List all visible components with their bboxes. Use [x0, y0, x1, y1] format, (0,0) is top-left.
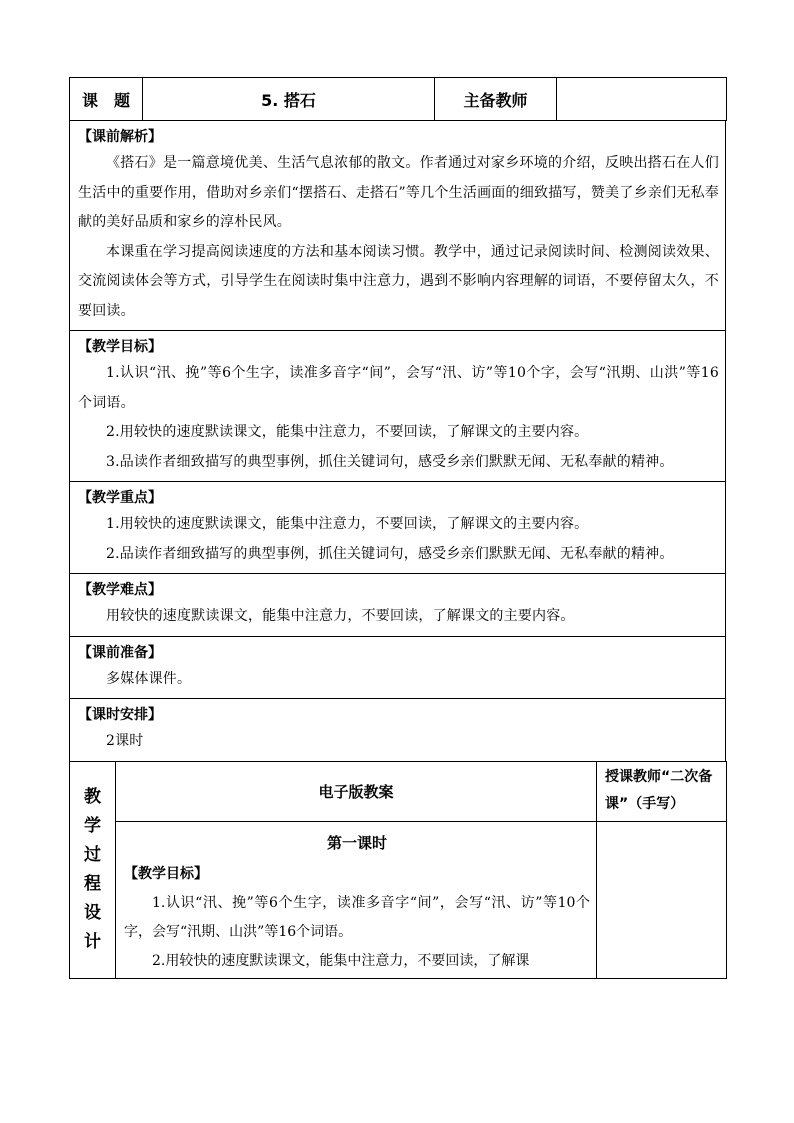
paragraph: 2.用较快的速度默读课文，能集中注意力，不要回读，了解课文的主要内容。	[106, 424, 589, 440]
content-table	[69, 120, 726, 762]
handwritten-notes-caption: 授课教师“二次备课”（手写）	[597, 761, 727, 821]
paragraph: 1.认识“汛、挽”等6个生字，读准多音字“间”，会写“汛、访”等10个字，会写“汛期、山洪”等16个词语。	[124, 894, 590, 940]
paragraph: 2.品读作者细致描写的典型事例，抓住关键词句，感受乡亲们默默无闻、无私奉献的精神。	[106, 545, 674, 562]
main-teacher-label: 主备教师	[435, 78, 557, 121]
section-analysis	[70, 121, 726, 331]
paragraph: 3.品读作者细致描写的典型事例，抓住关键词句，感受乡亲们默默无闻、无私奉献的精神。	[106, 453, 674, 470]
section-heading: 【教学目标】	[124, 865, 208, 882]
lesson-plan-page	[69, 77, 726, 979]
process-label-char: 设	[84, 902, 101, 923]
section-heading: 【教学目标】	[78, 339, 162, 355]
section-heading: 【课时安排】	[78, 707, 162, 723]
process-label-char: 过	[84, 844, 101, 865]
handwritten-notes-area	[597, 821, 727, 978]
paragraph: 本课重在学习提高阅读速度的方法和基本阅读习惯。教学中，通过记录阅读时间、检测阅读效果、交流阅读体会等方式，引导学生在阅读时集中注意力，遇到不影响内容理解的词语，不要停留太久，不要回读。	[78, 243, 719, 319]
section-goals	[70, 331, 726, 482]
paragraph: 用较快的速度默读课文，能集中注意力，不要回读，了解课文的主要内容。	[106, 608, 575, 624]
paragraph: 1.用较快的速度默读课文，能集中注意力，不要回读，了解课文的主要内容。	[106, 516, 589, 532]
paragraph: 《搭石》是一篇意境优美、生活气息浓郁的散文。作者通过对家乡环境的介绍，反映出搭石在人们生活中的重要作用，借助对乡亲们“摆搭石、走搭石”等几个生活画面的细致描写，赞美了乡亲们无私奉献的美好品质和家乡的淳朴民风。	[78, 155, 719, 230]
process-label	[70, 761, 116, 978]
main-teacher-value	[557, 78, 727, 121]
section-key-points	[70, 482, 726, 574]
process-table	[69, 761, 727, 979]
section-heading: 【教学重点】	[78, 490, 162, 506]
electronic-plan-caption: 电子版教案	[116, 761, 597, 821]
paragraph: 2课时	[106, 733, 144, 749]
process-label-char: 程	[84, 873, 101, 894]
paragraph: 多媒体课件。	[106, 670, 192, 687]
lesson-content	[116, 821, 597, 978]
process-label-char: 计	[84, 931, 101, 952]
subject-label: 课 题	[70, 78, 143, 121]
lesson-title: 5. 搭石	[143, 78, 435, 121]
section-preparation	[70, 636, 726, 699]
section-heading: 【课前准备】	[78, 644, 162, 661]
lesson-period-title: 第一课时	[326, 833, 387, 852]
header-table	[69, 77, 727, 121]
process-label-char: 教	[84, 786, 101, 807]
section-heading: 【教学难点】	[78, 582, 162, 598]
section-heading: 【课前解析】	[78, 129, 162, 145]
paragraph: 1.认识“汛、挽”等6个生字，读准多音字“间”，会写“汛、访”等10个字，会写“汛期、山洪”等16个词语。	[78, 365, 719, 411]
section-difficulties	[70, 574, 726, 637]
section-schedule	[70, 699, 726, 762]
process-label-char: 学	[84, 815, 101, 836]
paragraph: 2.用较快的速度默读课文，能集中注意力，不要回读，了解课	[152, 952, 530, 969]
